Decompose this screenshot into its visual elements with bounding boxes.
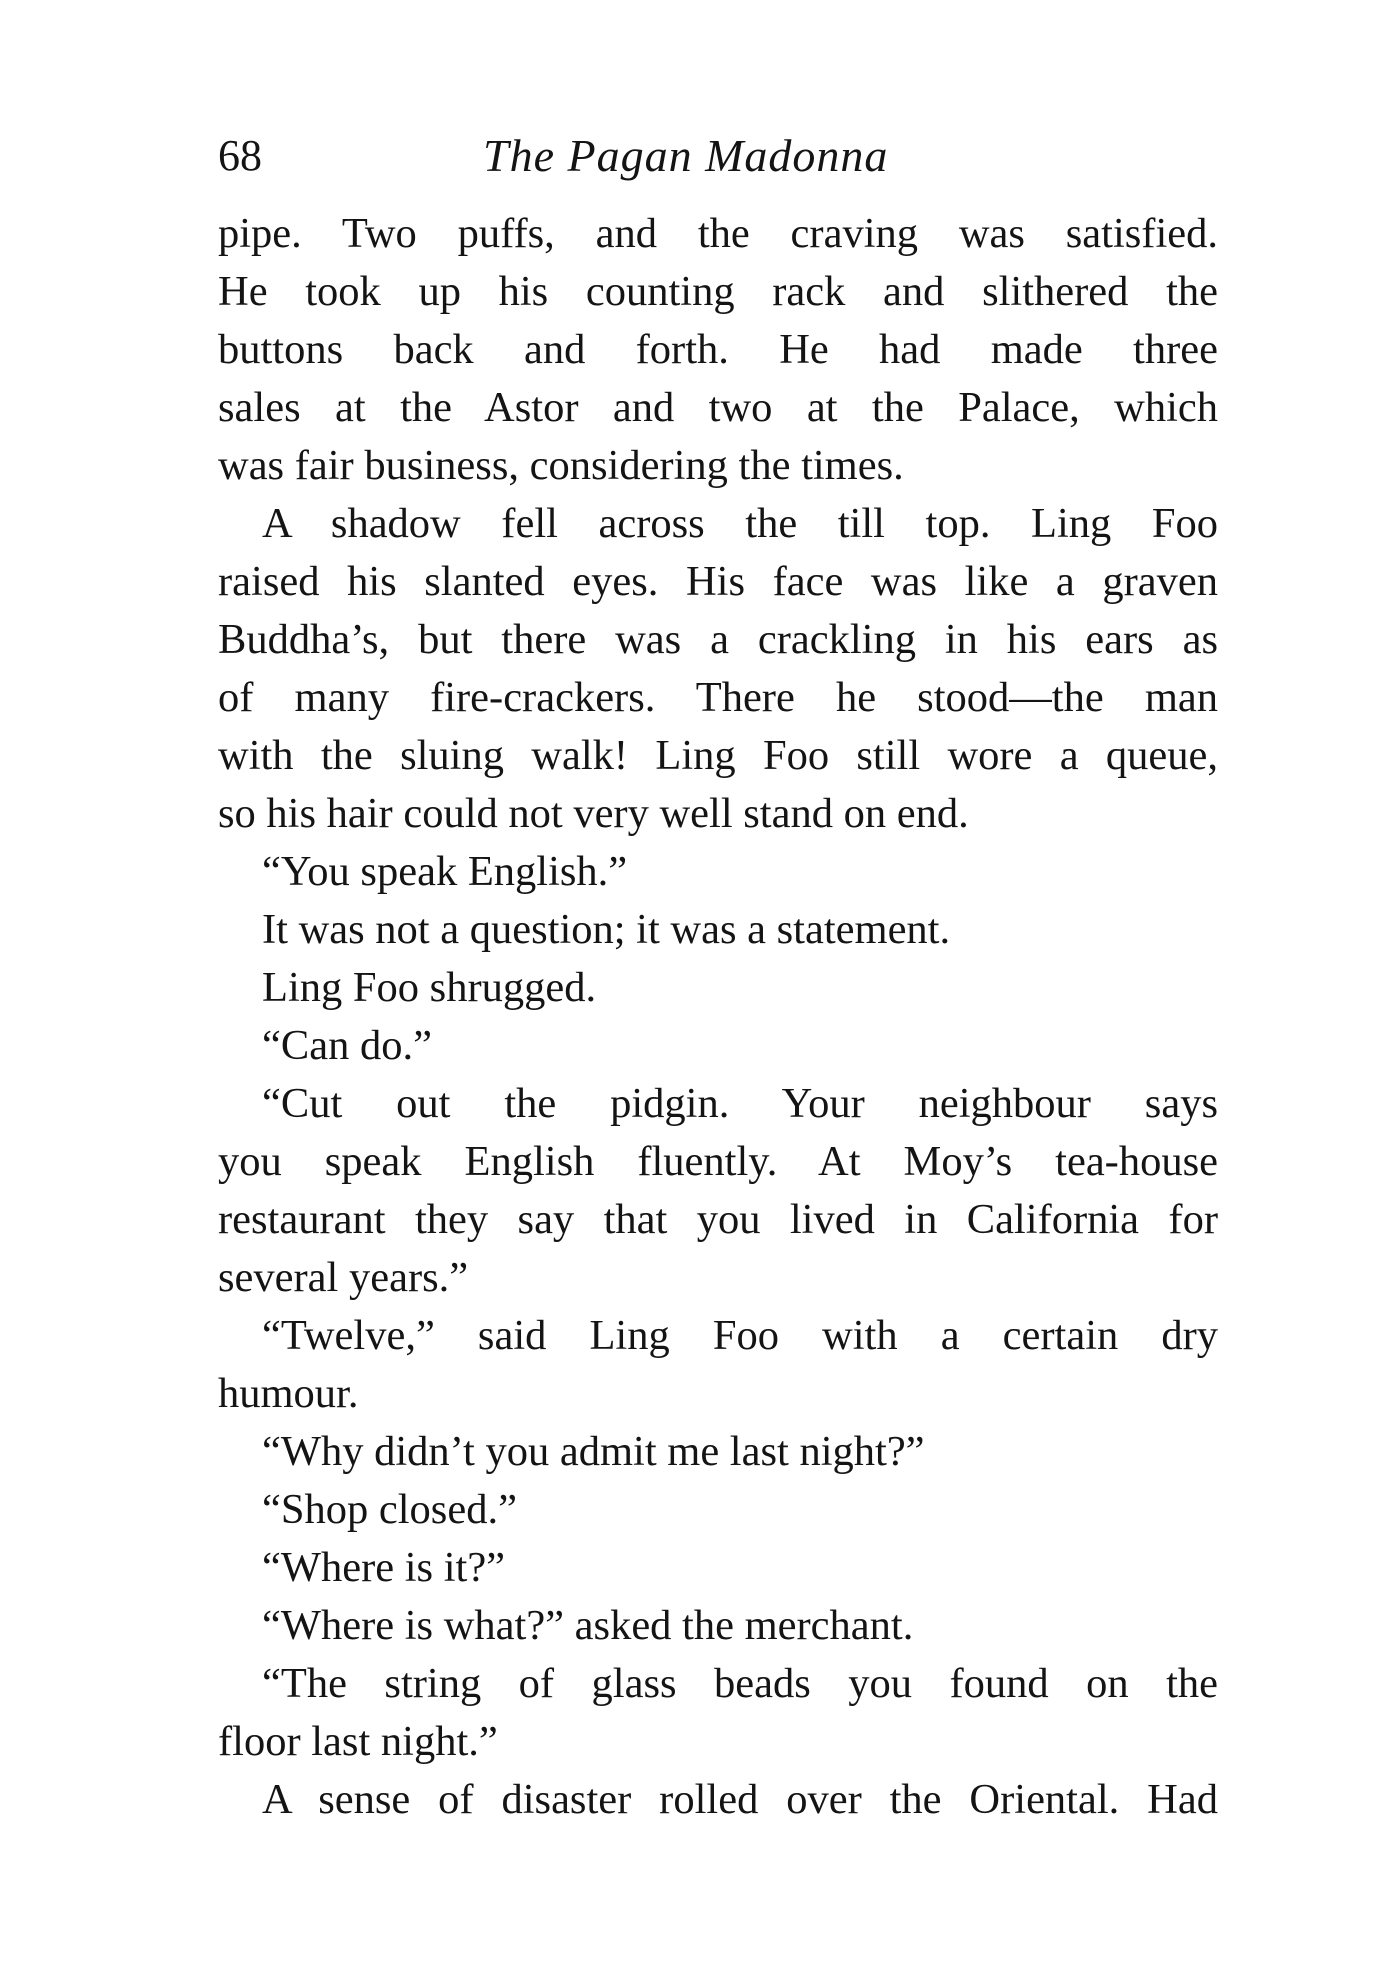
text-line: A shadow fell across the till top. Ling Foo xyxy=(262,500,1218,547)
text-line: “The string of glass beads you found on the xyxy=(262,1660,1218,1707)
page-header xyxy=(218,126,1218,186)
text-line: restaurant they say that you lived in California for xyxy=(218,1196,1218,1243)
page-number: 68 xyxy=(218,131,262,180)
text-line: “Where is what?” asked the merchant. xyxy=(262,1602,914,1649)
text-line: “Where is it?” xyxy=(262,1544,506,1591)
text-line: with the sluing walk! Ling Foo still wore a queue, xyxy=(218,732,1218,779)
text-line: several years.” xyxy=(218,1254,469,1301)
text-line: “Can do.” xyxy=(262,1022,432,1069)
text-line: buttons back and forth. He had made three xyxy=(218,326,1218,373)
text-line: sales at the Astor and two at the Palace, which xyxy=(218,384,1218,431)
text-line: raised his slanted eyes. His face was like a graven xyxy=(218,558,1218,605)
text-line: “Shop closed.” xyxy=(262,1486,517,1533)
text-line: Buddha’s, but there was a crackling in his ears as xyxy=(218,616,1218,663)
body-text xyxy=(218,205,1218,1829)
text-line: floor last night.” xyxy=(218,1718,498,1765)
text-line: of many fire-crackers. There he stood—the man xyxy=(218,674,1218,721)
running-head: The Pagan Madonna xyxy=(483,130,889,181)
text-line: humour. xyxy=(218,1370,359,1417)
text-line: “Cut out the pidgin. Your neighbour says xyxy=(262,1080,1218,1127)
text-line: was fair business, considering the times. xyxy=(218,442,904,489)
text-line: “Why didn’t you admit me last night?” xyxy=(262,1428,925,1475)
text-line: so his hair could not very well stand on end. xyxy=(218,790,969,837)
text-line: pipe. Two puffs, and the craving was satisfied. xyxy=(218,210,1218,257)
text-line: “Twelve,” said Ling Foo with a certain dry xyxy=(262,1312,1218,1359)
text-line: “You speak English.” xyxy=(262,848,628,895)
text-line: He took up his counting rack and slithered the xyxy=(218,268,1218,315)
text-line: It was not a question; it was a statement. xyxy=(262,906,951,953)
text-line: Ling Foo shrugged. xyxy=(262,964,597,1011)
text-line: you speak English fluently. At Moy’s tea-house xyxy=(218,1138,1218,1185)
text-line: A sense of disaster rolled over the Oriental. Had xyxy=(262,1776,1218,1823)
